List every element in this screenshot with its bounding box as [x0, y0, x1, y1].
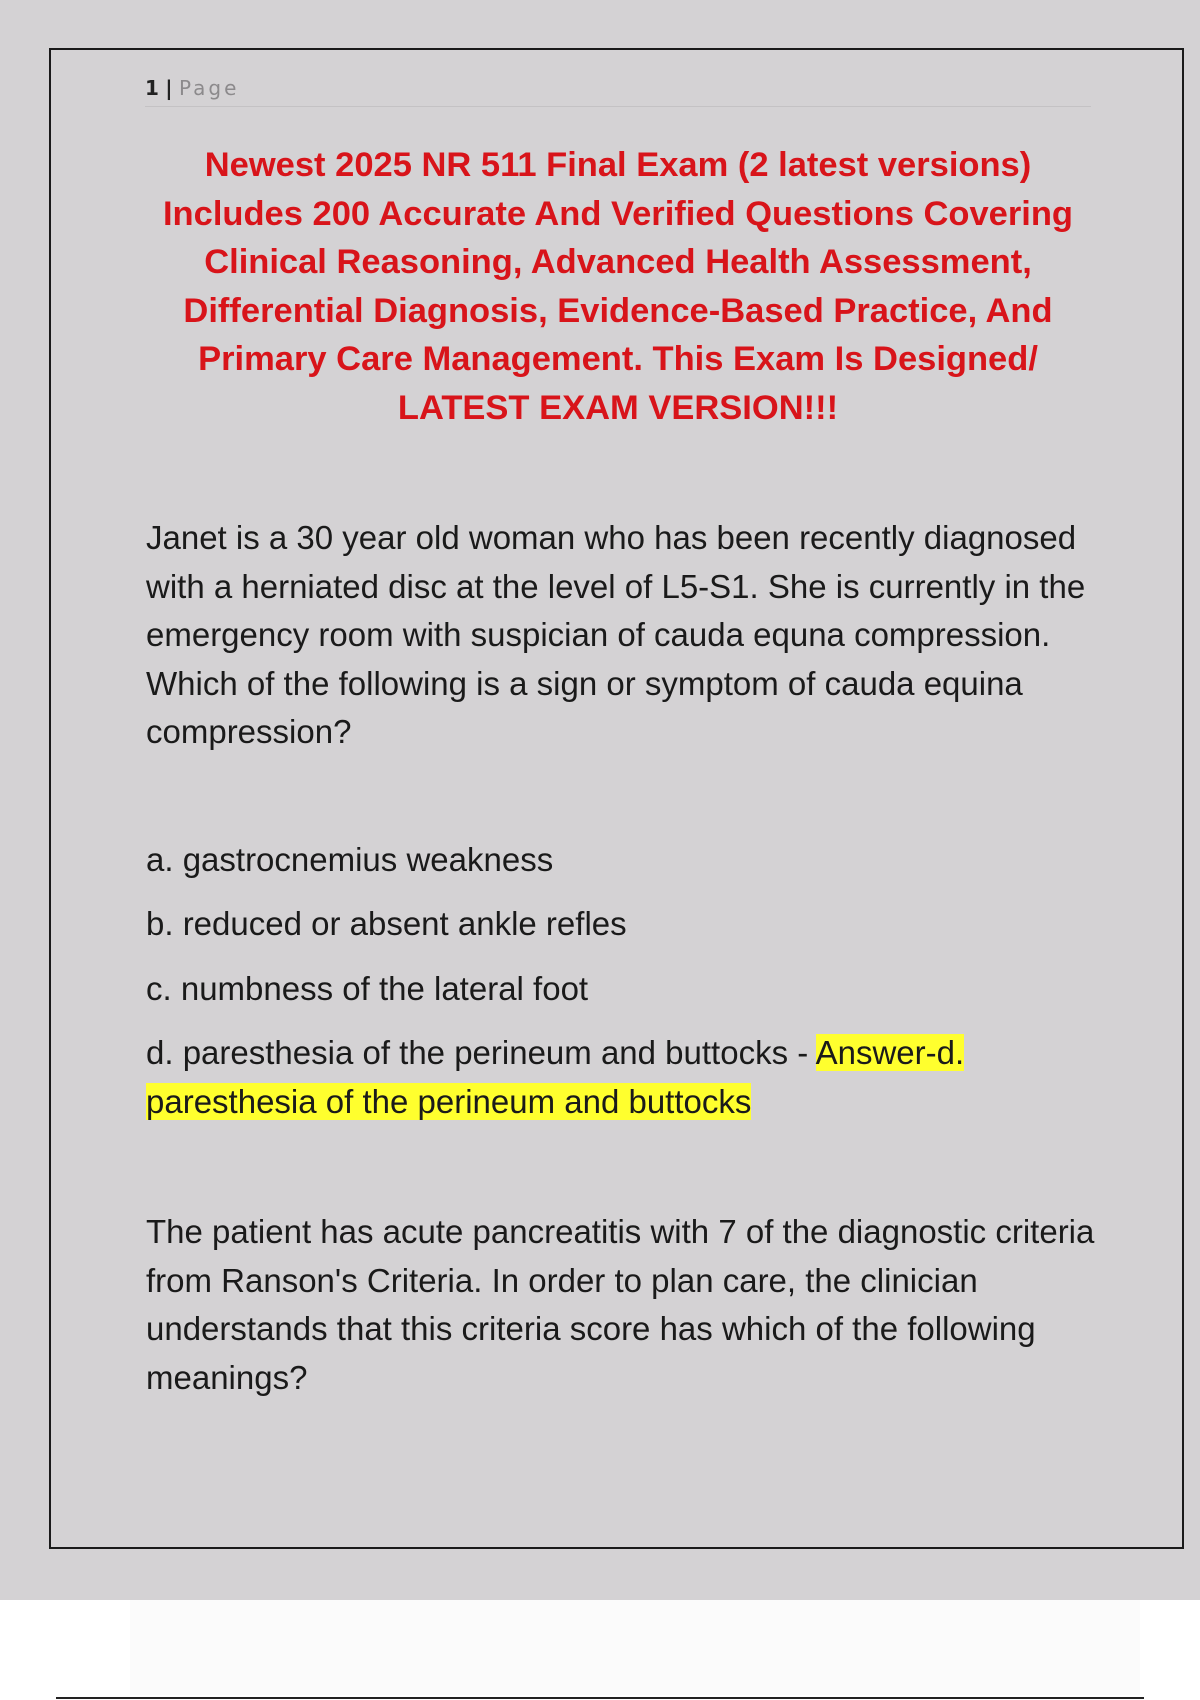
page-header	[145, 74, 1091, 107]
question-1-text: Janet is a 30 year old woman who has been recently diagnosed with a herniated disc at the level of L5-S1. She is currently in the emergency room with suspician of cauda equna compression. Which of the following is a sign or symptom of cauda equina compression?	[146, 519, 1086, 750]
question-1-option-b: b. reduced or absent ankle refles	[146, 905, 627, 942]
question-2-text: The patient has acute pancreatitis with 7 of the diagnostic criteria from Ranson's Criteria. In order to plan care, the clinician understands that this criteria score has which of the following meanings?	[146, 1213, 1095, 1396]
question-1-option-d	[146, 1029, 1106, 1126]
page-header-separator: |	[165, 76, 173, 100]
next-page-area	[130, 1600, 1140, 1695]
document-title: Newest 2025 NR 511 Final Exam (2 latest versions) Includes 200 Accurate And Verified Questions Covering Clinical Reasoning, Advanced Health Assessment, Differential Diagnosis, Evidence-Based Practice, And Primary Care Management. This Exam Is Designed/ LATEST EXAM VERSION!!!	[162, 146, 1074, 427]
option-d-text: d. paresthesia of the perineum and buttocks -	[146, 1034, 816, 1071]
question-1-option-c: c. numbness of the lateral foot	[146, 970, 589, 1007]
page-label: Page	[178, 76, 240, 100]
next-page-rule	[56, 1697, 1144, 1699]
question-1-option-a: a. gastrocnemius weakness	[146, 841, 554, 878]
page-number: 1	[145, 76, 159, 100]
answer-highlight: Answer-d. paresthesia of the perineum and buttocks	[146, 1034, 965, 1120]
